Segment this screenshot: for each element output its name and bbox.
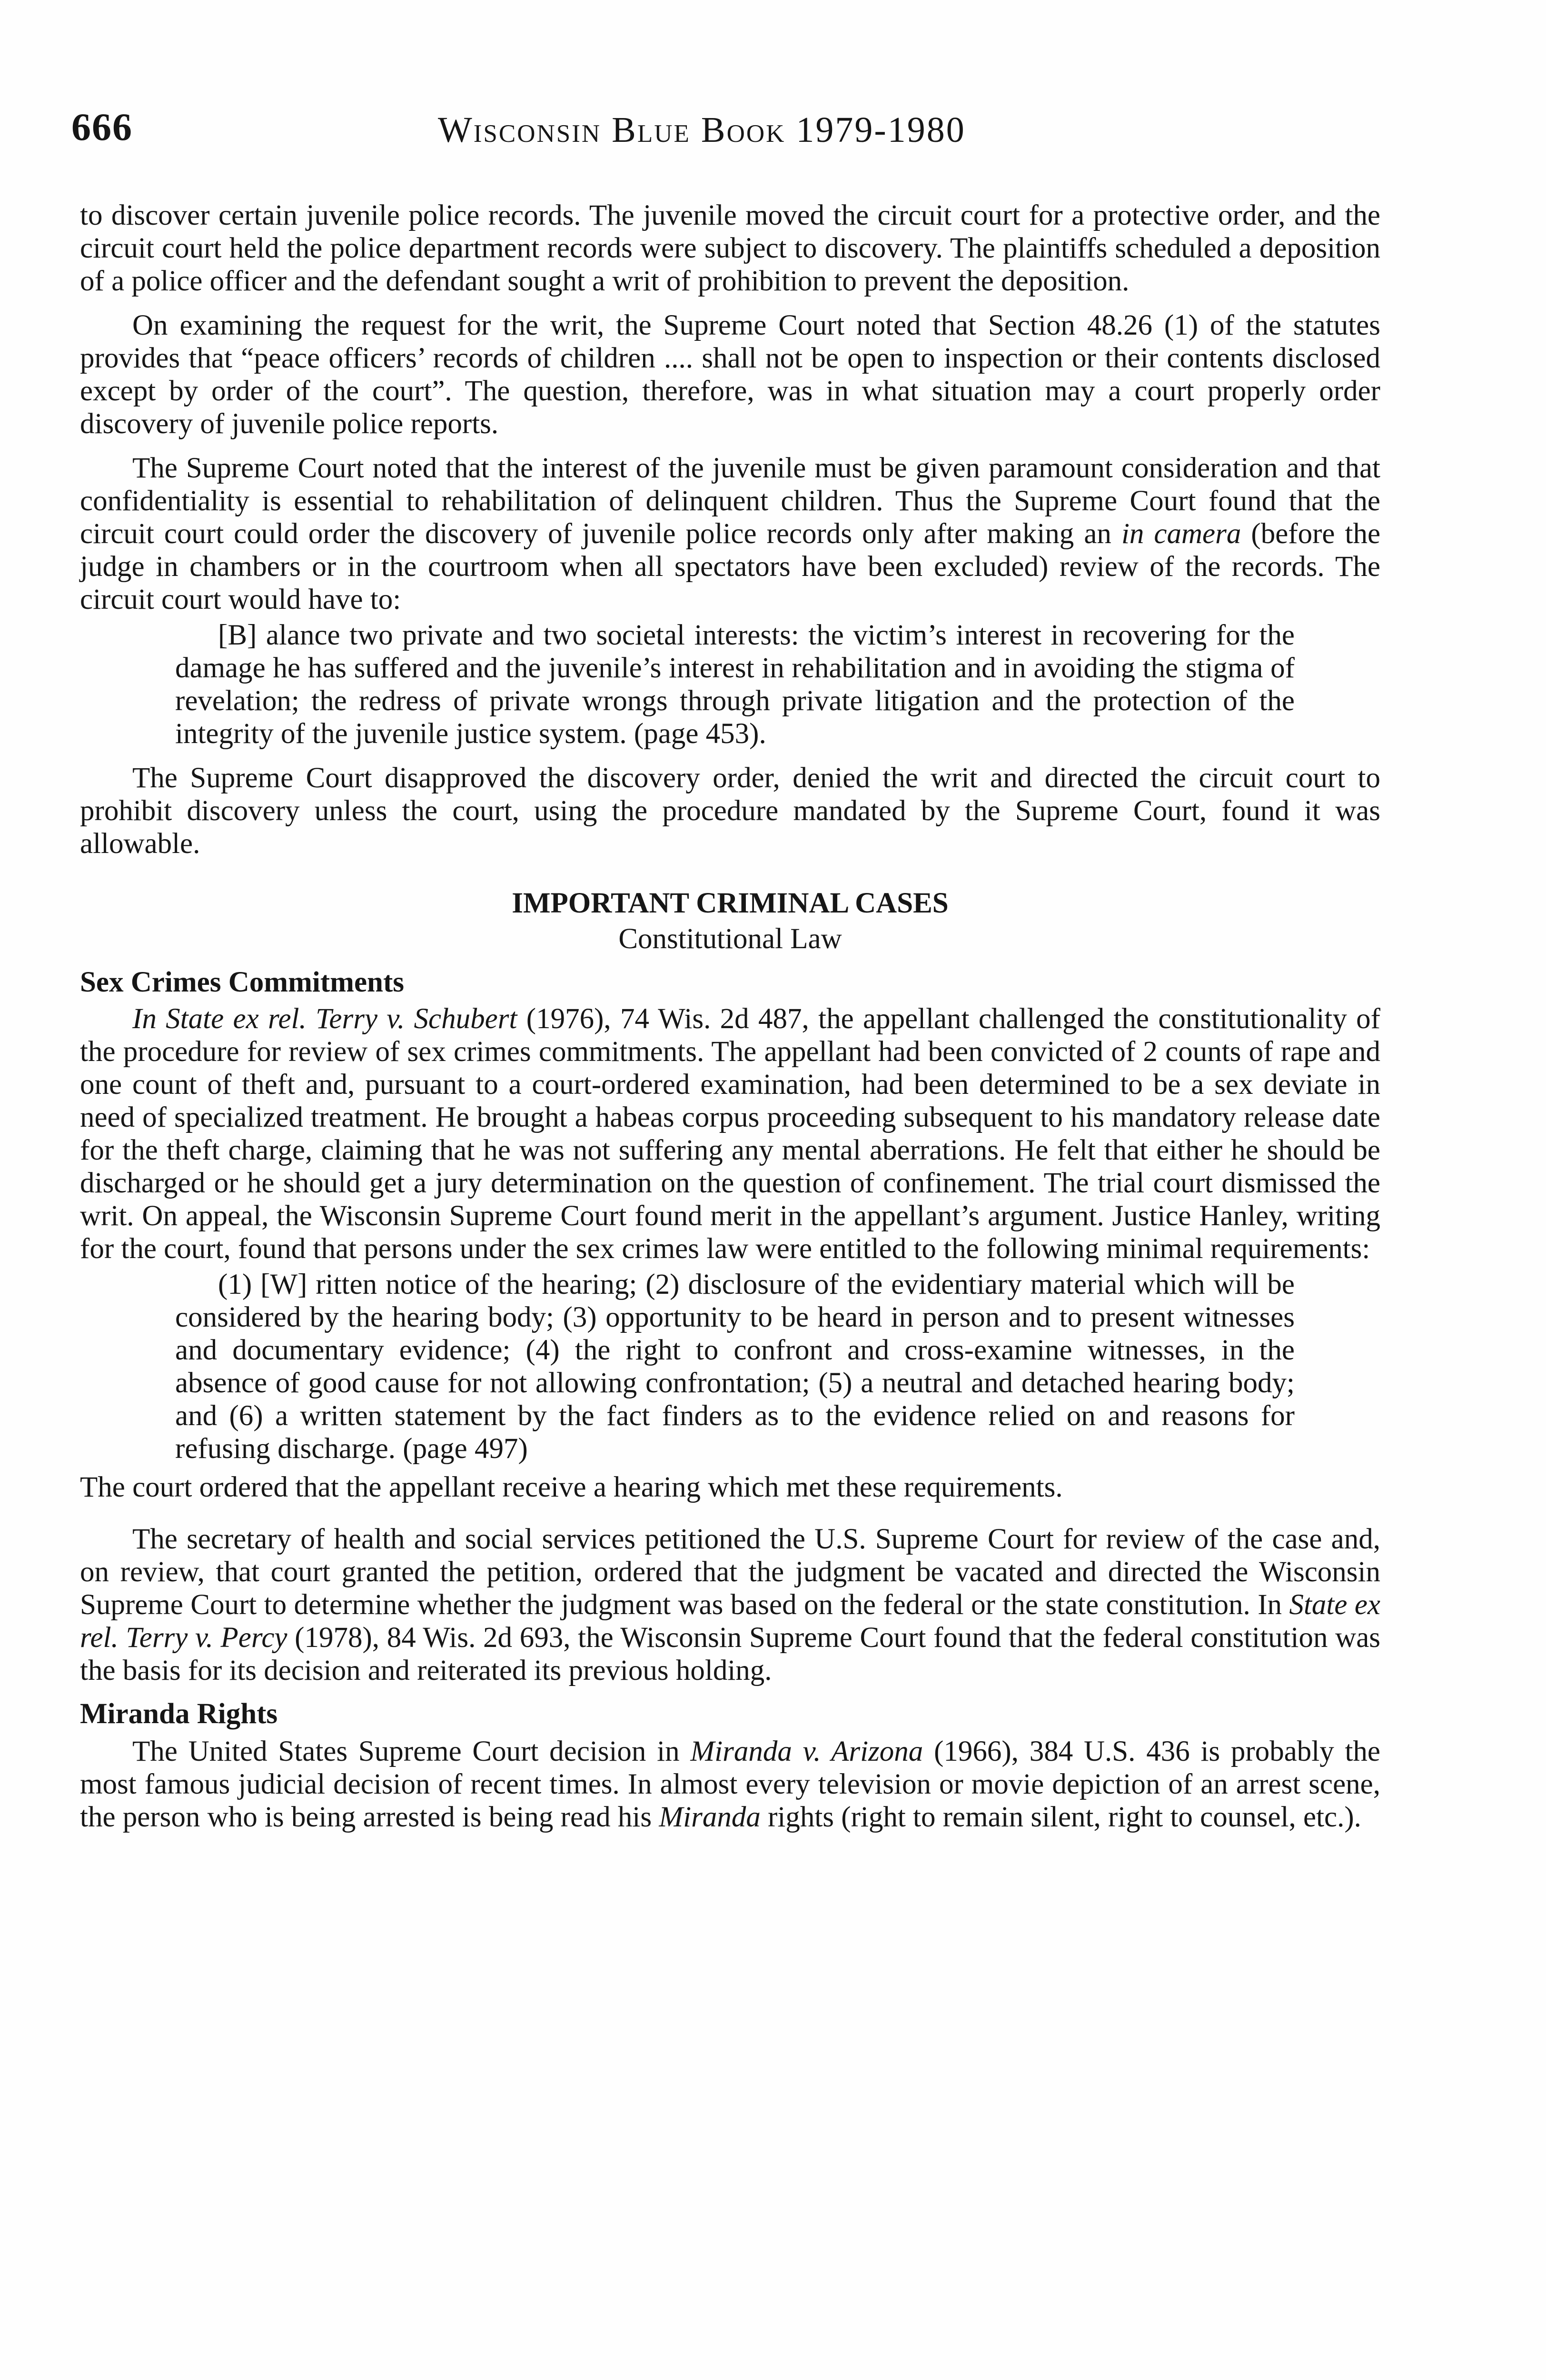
block-quote-requirements: (1) [W] ritten notice of the hearing; (2) disclosure of the evidentiary material which will be considered by the hearing body; (3) opportunity to be heard in person and to present witnesses and documentary evidence; (4) the right to confront and cross-examine witnesses, in the absence of good cause for not allowing confrontation; (5) a neutral and detached hearing body; and (6) a written statement by the fact finders as to the evidence relied on and reasons for refusing discharge. (page 497) [175,1269,1295,1465]
text-span: The United States Supreme Court decision in [132,1735,680,1767]
italic-case-name: Miranda v. Arizona [690,1735,923,1767]
page-body [80,199,1380,1834]
text-span: The secretary of health and social services petitioned the U.S. Supreme Court for review of the case and, on review, that court granted the petition, ordered that the judgment be vacated and directed the Wisconsin Supreme Court to determine whether the judgment was based on the federal or the state constitution. In [80,1523,1380,1621]
text-span: (before the judge in chambers or in the courtroom when all spectators have been excluded) review of the records. The circuit court would have to: [80,518,1381,615]
page-header [0,95,1546,167]
italic-term-miranda: Miranda [659,1801,761,1833]
text-span: rights (right to remain silent, right to counsel, etc.). [768,1801,1361,1833]
text-span: The Supreme Court noted that the interest of the juvenile must be given paramount consideration and that confidentiality is essential to rehabilitation of delinquent children. Thus the Supreme Court found that the circuit court could order the discovery of juvenile police records only after making an [80,452,1380,550]
paragraph-discovery-order: The Supreme Court disapproved the discovery order, denied the writ and directed the circuit court to prohibit discovery unless the court, using the procedure mandated by the Supreme Court, found it was allowable. [80,762,1380,860]
page-number: 666 [71,105,133,149]
paragraph-confidentiality [80,452,1380,616]
section-heading: IMPORTANT CRIMINAL CASES [512,887,949,919]
text-span: (1978), 84 Wis. 2d 693, the Wisconsin Supreme Court found that the federal constitution was the basis for its decision and reiterated its previous holding. [80,1622,1381,1686]
side-heading-sex-crimes: Sex Crimes Commitments [80,966,405,998]
running-title: Wisconsin Blue Book 1979-1980 [438,110,966,150]
italic-term-in-camera: in camera [1121,518,1241,550]
paragraph-terry-percy [80,1523,1380,1687]
italic-case-name: In State ex rel. Terry v. Schubert [132,1003,517,1035]
italic-case-name: State ex rel. Terry v. Percy [80,1589,1381,1654]
block-quote-balance-interests: [B] alance two private and two societal interests: the victim’s interest in recovering for the damage he has suffered and the juvenile’s interest in rehabilitation and in avoiding the stigma of revelation; the redress of private wrongs through private litigation and the protection of the integrity of the juvenile justice system. (page 453). [175,619,1295,750]
text-span: (1976), 74 Wis. 2d 487, the appellant challenged the constitutionality of the procedure for review of sex crimes commitments. The appellant had been convicted of 2 counts of rape and one count of theft and, pursuant to a court-ordered examination, had been determined to be a sex deviate in need of specialized treatment. He brought a habeas corpus proceeding subsequent to his mandatory release date for the theft charge, claiming that he was not suffering any mental aberrations. He felt that either he should be discharged or he should get a jury determination on the question of confinement. The trial court dismissed the writ. On appeal, the Wisconsin Supreme Court found merit in the appellant’s argument. Justice Hanley, writing for the court, found that persons under the sex crimes law were entitled to the following minimal requirements: [80,1003,1380,1265]
paragraph-writ-request: On examining the request for the writ, the Supreme Court noted that Section 48.26 (1) of the statutes provides that “peace officers’ records of children .... shall not be open to inspection or their contents disclosed except by order of the court”. The question, therefore, was in what situation may a court properly order discovery of juvenile police reports. [80,309,1380,440]
section-subheading: Constitutional Law [618,923,842,955]
paragraph-court-ordered: The court ordered that the appellant receive a hearing which met these requirements. [80,1471,1063,1503]
text-span: (1966), 384 U.S. 436 is probably the most famous judicial decision of recent times. In almost every television or movie depiction of an arrest scene, the person who is being arrested is being read his [80,1735,1381,1833]
side-heading-miranda: Miranda Rights [80,1698,278,1730]
paragraph-continued: to discover certain juvenile police records. The juvenile moved the circuit court for a protective order, and the circuit court held the police department records were subject to discovery. The plaintiffs scheduled a deposition of a police officer and the defendant sought a writ of prohibition to prevent the deposition. [80,199,1380,297]
paragraph-miranda [80,1735,1380,1834]
paragraph-terry-schubert [80,1002,1380,1265]
